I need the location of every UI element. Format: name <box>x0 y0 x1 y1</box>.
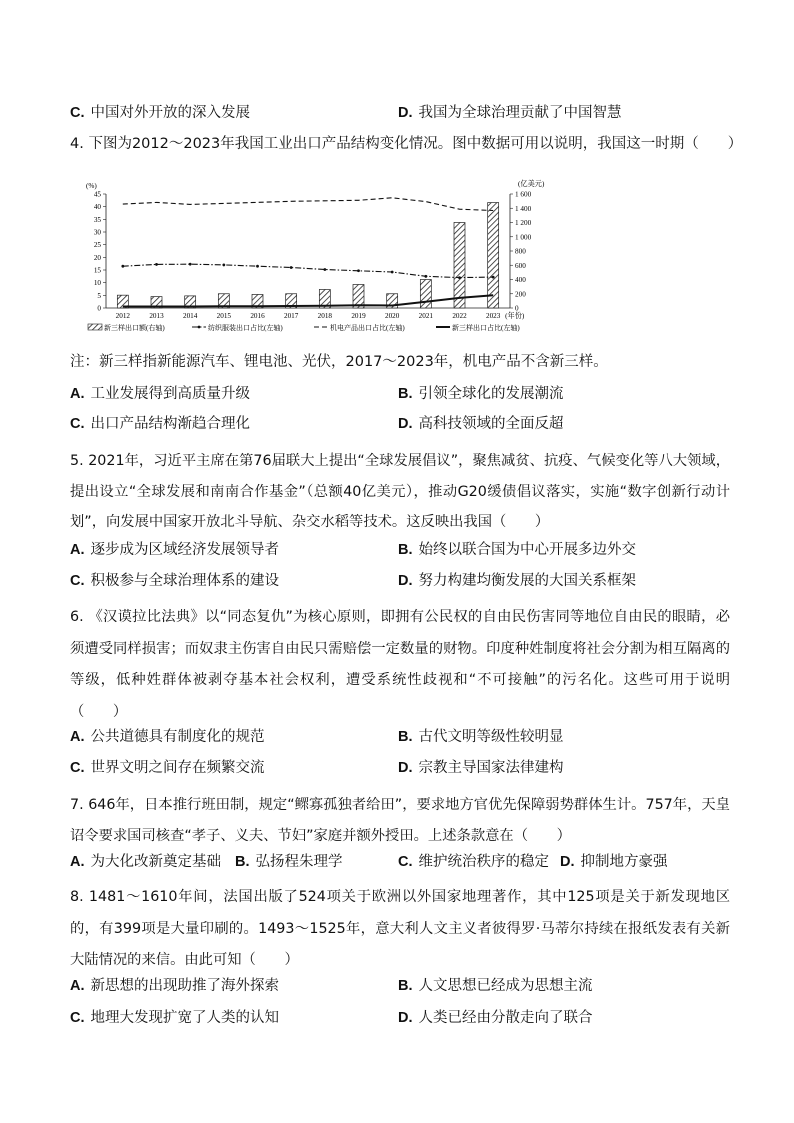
option-text: 世界文明之间存在频繁交流 <box>90 760 265 776</box>
option-label: A. <box>70 978 85 994</box>
option-text: 古代文明等级性较明显 <box>418 729 564 745</box>
q4-option-c[interactable] <box>70 414 250 434</box>
q8-stem: 8. 1481～1610年间，法国出版了524项关于欧洲以外国家地理著作，其中125项是关于新发现地区的，有399项是大量印刷的。1493～1525年，意大利人文主义者彼得罗·马蒂尔持续在报纸发表有关新大陆情况的来信。由此可知（ ） <box>70 889 730 968</box>
q5-stem: 5. 2021年，习近平主席在第76届联大上提出“全球发展倡议”，聚焦减贫、抗疫、气候变化等八大领域，提出设立“全球发展和南南合作基金”（总额40亿美元），推动G20缓债倡议落实，实施“数字创新行动计划”，向发展中国家开放北斗导航、杂交水稻等技术。这反映出我国（ ） <box>70 453 730 530</box>
option-text: 新思想的出现助推了海外探索 <box>90 978 279 994</box>
q6-option-a[interactable] <box>70 727 265 747</box>
right-tick-label: 600 <box>515 261 526 270</box>
option-text: 公共道德具有制度化的规范 <box>90 729 265 745</box>
option-label: A. <box>70 854 85 870</box>
q4-chart <box>80 172 580 342</box>
x-tick-label: 2022 <box>452 312 467 320</box>
textile-point <box>222 264 225 267</box>
textile-point <box>391 271 394 274</box>
x-tick-label: 2016 <box>250 312 265 320</box>
x-tick-label: 2018 <box>317 312 333 320</box>
option-label: C. <box>70 760 85 776</box>
q4-note: 注：新三样指新能源汽车、锂电池、光伏，2017～2023年，机电产品不含新三样。 <box>70 354 608 370</box>
q4-option-a[interactable] <box>70 384 250 404</box>
q7-option-c[interactable] <box>398 852 549 872</box>
option-text: 为大化改新奠定基础 <box>90 854 221 870</box>
option-text: 出口产品结构渐趋合理化 <box>90 416 250 432</box>
q5-option-b[interactable] <box>398 540 636 560</box>
line-electromech-share <box>123 198 493 211</box>
x-tick-label: 2023 <box>485 312 501 320</box>
line-textile-share <box>123 264 493 277</box>
textile-point <box>492 276 495 279</box>
q7-option-a[interactable] <box>70 852 221 872</box>
option-label: D. <box>398 760 413 776</box>
x-tick-label: 2013 <box>149 312 164 320</box>
option-label: A. <box>70 729 85 745</box>
q8-option-a[interactable] <box>70 976 279 996</box>
textile-point <box>424 275 427 278</box>
right-tick-label: 1 000 <box>515 233 532 242</box>
line-new-three-share <box>123 295 493 306</box>
option-text: 维护统治秩序的稳定 <box>418 854 549 870</box>
right-tick-label: 800 <box>515 247 526 256</box>
option-label: D. <box>560 854 575 870</box>
bar-new-three-export <box>420 280 431 309</box>
option-text: 人文思想已经成为思想主流 <box>418 978 593 994</box>
option-text: 努力构建均衡发展的大国关系框架 <box>418 573 636 589</box>
q7-option-b[interactable] <box>235 852 343 872</box>
option-label: C. <box>398 854 413 870</box>
option-label: B. <box>398 542 413 558</box>
right-tick-label: 200 <box>515 290 526 299</box>
textile-point <box>357 269 360 272</box>
option-label: C. <box>70 416 85 432</box>
q8-option-c[interactable] <box>70 1008 279 1028</box>
q3-option-c[interactable] <box>70 103 250 123</box>
option-label: D. <box>398 573 413 589</box>
q7-option-d[interactable] <box>560 852 668 872</box>
q4-stem: 4. 下图为2012～2023年我国工业出口产品结构变化情况。图中数据可用以说明，我国这一时期（ ） <box>70 136 743 152</box>
q5-option-d[interactable] <box>398 571 636 591</box>
option-label: D. <box>398 105 413 121</box>
option-label: B. <box>398 978 413 994</box>
option-text: 始终以联合国为中心开展多边外交 <box>418 542 636 558</box>
right-axis-unit: (亿美元) <box>518 180 545 188</box>
textile-point <box>155 263 158 266</box>
bar-new-three-export <box>454 223 465 309</box>
left-tick-label: 5 <box>97 291 101 300</box>
x-tick-label: 2020 <box>384 312 400 320</box>
x-axis-unit: (年份) <box>505 312 525 320</box>
option-label: A. <box>70 386 85 402</box>
option-label: B. <box>235 854 250 870</box>
option-text: 引领全球化的发展潮流 <box>418 386 564 402</box>
q4-option-d[interactable] <box>398 414 564 434</box>
option-text: 工业发展得到高质量升级 <box>90 386 250 402</box>
option-text: 高科技领域的全面反超 <box>418 416 564 432</box>
q6-option-b[interactable] <box>398 727 564 747</box>
option-label: A. <box>70 542 85 558</box>
legend-label: 新三样出口占比(左轴) <box>452 324 520 332</box>
q4-option-b[interactable] <box>398 384 564 404</box>
option-text: 抑制地方豪强 <box>580 854 668 870</box>
right-tick-label: 0 <box>515 304 519 313</box>
right-tick-label: 400 <box>515 276 526 284</box>
q6-option-c[interactable] <box>70 758 265 778</box>
option-text: 逐步成为区域经济发展领导者 <box>90 542 279 558</box>
q8-option-b[interactable] <box>398 976 593 996</box>
right-tick-label: 1 200 <box>515 219 532 227</box>
q6-stem: 6. 《汉谟拉比法典》以“同态复仇”为核心原则，即拥有公民权的自由民伤害同等地位自由民的眼睛，必须遭受同样损害；而奴隶主伤害自由民只需赔偿一定数量的财物。印度种姓制度将社会分割为相互隔离的等级，低种姓群体被剥夺基本社会权利，遭受系统性歧视和“不可接触”的污名化。这些可用于说明（ ） <box>70 609 730 720</box>
legend-label: 新三样出口额(右轴) <box>104 324 165 332</box>
x-tick-label: 2017 <box>283 312 299 320</box>
textile-point <box>290 266 293 269</box>
x-tick-label: 2015 <box>216 312 232 320</box>
left-tick-label: 0 <box>97 304 101 313</box>
right-tick-label: 1 400 <box>515 204 532 213</box>
textile-point <box>323 268 326 271</box>
x-tick-label: 2014 <box>182 312 198 320</box>
option-text: 中国对外开放的深入发展 <box>90 105 250 121</box>
x-tick-label: 2021 <box>418 312 434 320</box>
q6-option-d[interactable] <box>398 758 564 778</box>
option-label: B. <box>398 729 413 745</box>
q5-option-a[interactable] <box>70 540 279 560</box>
option-label: C. <box>70 1010 85 1026</box>
q5-option-c[interactable] <box>70 571 279 591</box>
option-text: 弘扬程朱理学 <box>255 854 343 870</box>
option-text: 人类已经由分散走向了联合 <box>418 1010 593 1026</box>
textile-point <box>256 265 259 268</box>
textile-point <box>458 276 461 279</box>
option-label: C. <box>70 105 85 121</box>
textile-point <box>121 265 124 268</box>
x-tick-label: 2019 <box>351 312 366 320</box>
left-tick-label: 30 <box>93 228 101 237</box>
bar-new-three-export <box>488 203 499 308</box>
left-axis-unit: (%) <box>86 182 97 190</box>
q3-option-d[interactable] <box>398 103 622 123</box>
legend-label: 机电产品出口占比(左轴) <box>330 324 405 332</box>
right-tick-label: 1 600 <box>515 190 532 199</box>
option-text: 积极参与全球治理体系的建设 <box>90 573 279 589</box>
left-tick-label: 10 <box>93 279 101 288</box>
left-tick-label: 45 <box>93 190 101 199</box>
x-tick-label: 2012 <box>115 312 131 320</box>
legend-swatch-marker <box>198 326 201 329</box>
option-text: 我国为全球治理贡献了中国智慧 <box>418 105 622 121</box>
left-tick-label: 35 <box>93 215 101 224</box>
option-text: 宗教主导国家法律建构 <box>418 760 564 776</box>
left-tick-label: 40 <box>93 203 101 212</box>
left-tick-label: 25 <box>93 241 101 250</box>
option-label: D. <box>398 416 413 432</box>
option-label: C. <box>70 573 85 589</box>
left-tick-label: 15 <box>93 266 101 275</box>
option-label: D. <box>398 1010 413 1026</box>
q8-option-d[interactable] <box>398 1008 593 1028</box>
option-label: B. <box>398 386 413 402</box>
legend-label: 纺织服装出口占比(左轴) <box>208 324 283 332</box>
left-tick-label: 20 <box>93 253 101 262</box>
q7-stem: 7. 646年，日本推行班田制，规定“鳏寡孤独者给田”，要求地方官优先保障弱势群体生计。757年，天皇诏令要求国司核查“孝子、义夫、节妇”家庭并额外授田。上述条款意在（ ） <box>70 797 730 844</box>
option-text: 地理大发现扩宽了人类的认知 <box>90 1010 279 1026</box>
legend-swatch-bar <box>88 324 102 330</box>
textile-point <box>189 263 192 266</box>
